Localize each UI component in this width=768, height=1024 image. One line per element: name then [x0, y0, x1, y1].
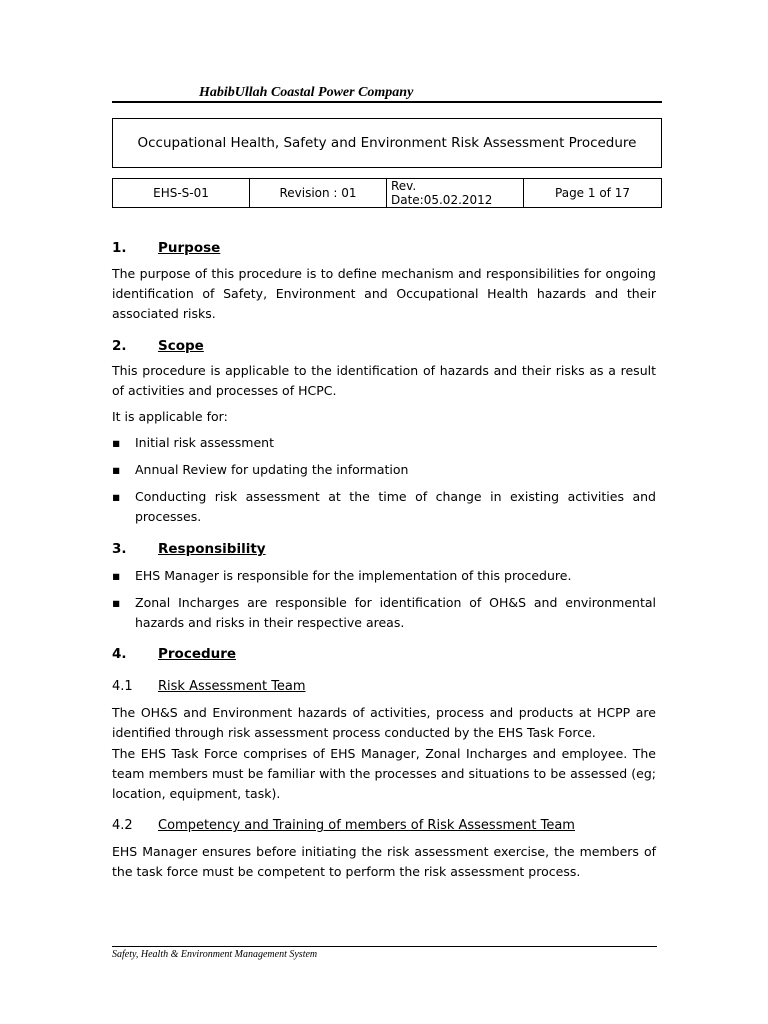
subsection-title: Risk Assessment Team	[158, 679, 306, 694]
list-item: Conducting risk assessment at the time of change in existing activities and processes.	[135, 489, 656, 524]
risk-team-text-2: The EHS Task Force comprises of EHS Manager, Zonal Incharges and employee. The team members must be familiar with the processes and situations to be assessed (eg; location, equipment, task).	[112, 746, 656, 801]
footer-text: Safety, Health & Environment Management System	[112, 949, 318, 960]
list-item: EHS Manager is responsible for the implementation of this procedure.	[135, 568, 572, 583]
scope-applicable-intro: It is applicable for:	[112, 409, 228, 424]
scope-bullet	[112, 433, 656, 453]
list-item: Zonal Incharges are responsible for identification of OH&S and environmental hazards and risks in their respective areas.	[135, 595, 656, 630]
scope-bullet	[112, 460, 656, 480]
bullet-icon: ▪	[112, 568, 121, 583]
revision-date: Rev. Date:05.02.2012	[387, 179, 524, 208]
section-heading-procedure	[112, 646, 236, 662]
list-item: Initial risk assessment	[135, 435, 274, 450]
section-heading-responsibility	[112, 541, 266, 557]
subsection-title: Competency and Training of members of Risk Assessment Team	[158, 818, 575, 833]
purpose-text: The purpose of this procedure is to define mechanism and responsibilities for ongoing identification of Safety, Environment and Occupational Health hazards and their associated risks.	[112, 266, 656, 321]
revision: Revision : 01	[250, 179, 387, 208]
section-number: 1.	[112, 240, 127, 256]
scope-text: This procedure is applicable to the identification of hazards and their risks as a result of activities and processes of HCPC.	[112, 363, 656, 398]
section-number: 2.	[112, 338, 127, 354]
document-meta-table	[112, 178, 662, 208]
section-title: Purpose	[158, 240, 221, 256]
bullet-icon: ▪	[112, 435, 121, 450]
responsibility-bullet	[112, 593, 656, 633]
bullet-icon: ▪	[112, 489, 121, 504]
risk-team-text-1: The OH&S and Environment hazards of activities, process and products at HCPP are identified through risk assessment process conducted by the EHS Task Force.	[112, 705, 656, 740]
company-name: HabibUllah Coastal Power Company	[199, 85, 414, 100]
section-number: 3.	[112, 541, 127, 557]
bullet-icon: ▪	[112, 595, 121, 610]
scope-bullet	[112, 487, 656, 527]
subsection-heading-competency-training	[112, 818, 575, 833]
responsibility-bullet	[112, 566, 656, 586]
footer-rule	[112, 946, 657, 947]
doc-code: EHS-S-01	[113, 179, 250, 208]
page-number: Page 1 of 17	[524, 179, 662, 208]
bullet-icon: ▪	[112, 462, 121, 477]
header-rule	[112, 101, 662, 103]
subsection-number: 4.1	[112, 679, 133, 694]
section-title: Responsibility	[158, 541, 266, 557]
competency-text: EHS Manager ensures before initiating the risk assessment exercise, the members of the task force must be competent to perform the risk assessment process.	[112, 844, 656, 879]
list-item: Annual Review for updating the information	[135, 462, 409, 477]
section-title: Scope	[158, 338, 204, 354]
section-title: Procedure	[158, 646, 237, 662]
document-title: Occupational Health, Safety and Environment Risk Assessment Procedure	[112, 118, 662, 168]
section-heading-scope	[112, 338, 204, 354]
subsection-heading-risk-assessment-team	[112, 679, 306, 694]
section-number: 4.	[112, 646, 127, 662]
section-heading-purpose	[112, 240, 220, 256]
subsection-number: 4.2	[112, 818, 133, 833]
